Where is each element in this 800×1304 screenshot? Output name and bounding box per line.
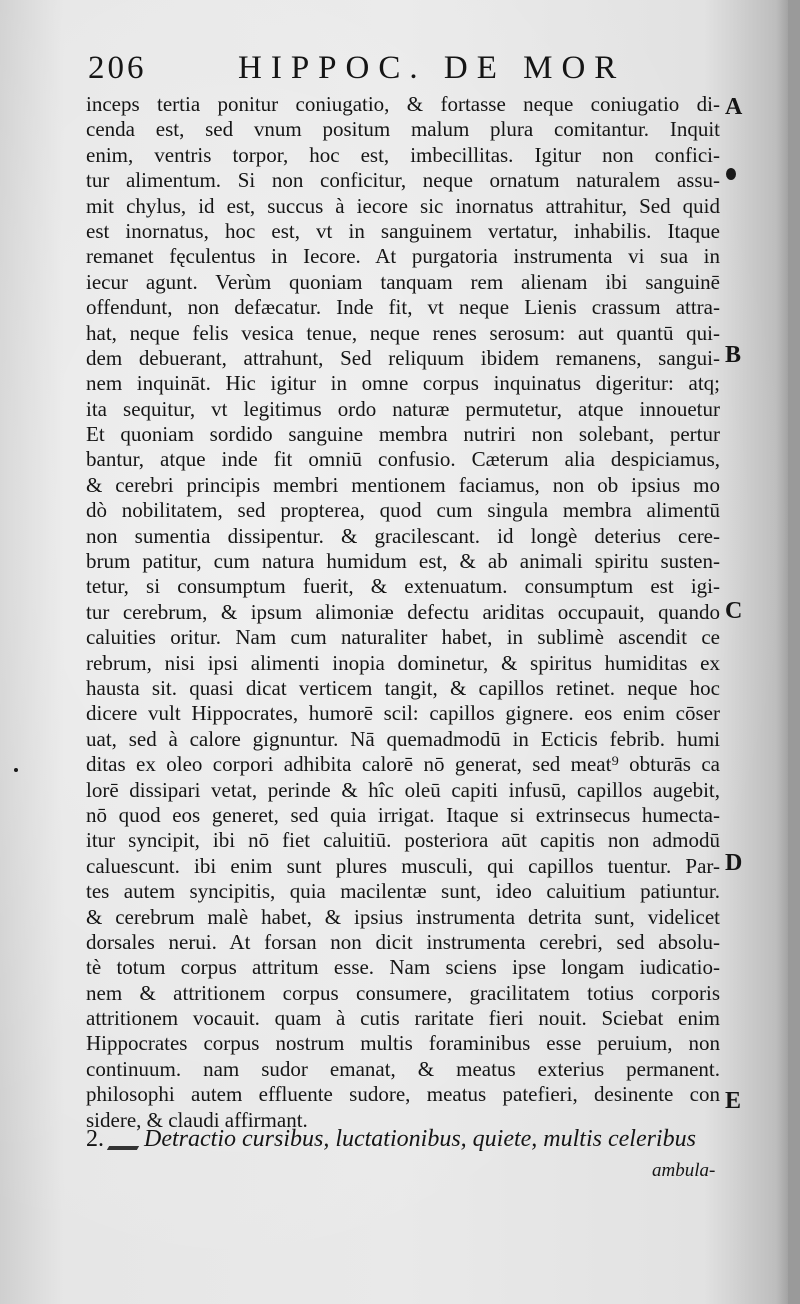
text-line: enim, ventris torpor, hoc est, imbecillitas. Igitur non confici- <box>86 142 720 167</box>
text-line: hausta sit. quasi dicat verticem tangit, & capillos retinet. neque hoc <box>86 675 720 700</box>
printer-mark <box>107 1146 139 1150</box>
text-line: nō quod eos generet, sed quia irrigat. Itaque si extrinsecus humecta- <box>86 802 720 827</box>
text-line: philosophi autem effluente sudore, meatus patefieri, desinente con <box>86 1082 720 1107</box>
text-line: inceps tertia ponitur coniugatio, & fortasse neque coniugatio di- <box>86 92 720 116</box>
section-text: Detractio cursibus, luctationibus, quiete, multis celeribus <box>144 1126 696 1152</box>
text-line: ditas ex oleo corpori adhibita calorē nō generat, sed meat⁹ obturās ca <box>86 752 720 777</box>
page-edge-shadow <box>788 0 800 1304</box>
text-line: remanet fęculentus in Iecore. At purgatoria instrumenta vi sua in <box>86 244 720 269</box>
text-line: caluescunt. ibi enim sunt plures musculi, qui capillos tuentur. Par- <box>86 853 720 878</box>
text-line: itur syncipit, ibi nō fiet caluitiū. posteriora aūt capitis non admodū <box>86 828 720 853</box>
text-line: offendunt, non defæcatur. Inde fit, vt neque Lienis crassum attra- <box>86 295 720 320</box>
text-line: tes autem syncipitis, quia macilentæ sunt, ideo caluitium patiuntur. <box>86 879 720 904</box>
text-line: Et quoniam sordido sanguine membra nutriri non solebant, pertur <box>86 422 720 447</box>
ink-spot <box>726 168 736 180</box>
text-line: est inornatus, hoc est, vt in sanguinem vertatur, inhabilis. Itaque <box>86 218 720 243</box>
section-heading <box>86 1126 726 1153</box>
text-line: dem debuerant, attrahunt, Sed reliquum ibidem remanens, sangui- <box>86 345 720 370</box>
text-line: sidere, & claudi affirmant. <box>86 1107 308 1132</box>
text-line: nem inquināt. Hic igitur in omne corpus inquinatus digeritur: atq; <box>86 371 720 396</box>
text-line: caluities oritur. Nam cum naturaliter habet, in sublimè ascendit ce <box>86 625 720 650</box>
text-line: iecur agunt. Verùm quoniam tanquam rem alienam ibi sanguinē <box>86 269 720 294</box>
margin-letter-b: B <box>725 342 742 368</box>
page-number: 206 <box>88 50 147 86</box>
catchword: ambula- <box>652 1160 716 1181</box>
text-line: ita sequitur, vt legitimus ordo naturæ permutetur, atque innouetur <box>86 396 720 421</box>
text-line: & cerebri principis membri mentionem faciamus, non ob ipsius mo <box>86 472 720 497</box>
margin-letter-d: D <box>725 850 743 876</box>
text-line: continuum. nam sudor emanat, & meatus exterius permanent. <box>86 1056 720 1081</box>
text-line: tetur, si consumptum fuerit, & extenuatum. consumptum est igi- <box>86 574 720 599</box>
text-line: bantur, atque inde fit omniū confusio. Cæterum alia despiciamus, <box>86 447 720 472</box>
margin-letter-e: E <box>725 1088 742 1114</box>
text-line: & cerebrum malè habet, & ipsius instrumenta detrita sunt, videlicet <box>86 904 720 929</box>
text-line: hat, neque felis vesica tenue, neque renes serosum: aut quantū qui- <box>86 320 720 345</box>
running-title: HIPPOC. DE MOR <box>238 50 626 86</box>
text-line: tè totum corpus attritum esse. Nam sciens ipse longam iudicatio- <box>86 955 720 980</box>
text-line: cenda est, sed vnum positum malum plura comitantur. Inquit <box>86 117 720 142</box>
text-line: uat, sed à calore gignuntur. Nā quemadmodū in Ecticis febrib. humi <box>86 726 720 751</box>
section-number: 2. <box>86 1126 104 1152</box>
text-line: non sumentia dissipentur. & gracilescant. id longè deterius cere- <box>86 523 720 548</box>
text-line: brum patitur, cum natura humidum est, & ab animali spiritu susten- <box>86 549 720 574</box>
margin-letter-a: A <box>725 94 743 120</box>
body-text <box>86 92 720 1133</box>
text-line: rebrum, nisi ipsi alimenti inopia dominetur, & spiritus humiditas ex <box>86 650 720 675</box>
text-line: dò nobilitatem, sed propterea, quod cum singula membra alimentū <box>86 498 720 523</box>
text-line: dorsales nerui. At forsan non dicit instrumenta cerebri, sed absolu- <box>86 929 720 954</box>
text-line: Hippocrates corpus nostrum multis foraminibus esse peruium, non <box>86 1031 720 1056</box>
ink-spot <box>14 768 18 772</box>
text-line: dicere vult Hippocrates, humorē scil: capillos gignere. eos enim cōser <box>86 701 720 726</box>
text-line: lorē dissipari vetat, perinde & hîc oleū capiti infusū, capillos augebit, <box>86 777 720 802</box>
text-line: tur cerebrum, & ipsum alimoniæ defectu ariditas occupauit, quando <box>86 599 720 624</box>
running-head <box>88 50 626 90</box>
text-line: nem & attritionem corpus consumere, gracilitatem totius corporis <box>86 980 720 1005</box>
margin-letter-c: C <box>725 598 743 624</box>
text-line: attritionem vocauit. quam à cutis raritate fieri nouit. Sciebat enim <box>86 1006 720 1031</box>
text-line: tur alimentum. Si non conficitur, neque ornatum naturalem assu- <box>86 168 720 193</box>
text-line: mit chylus, id est, succus à iecore sic inornatus attrahitur, Sed quid <box>86 193 720 218</box>
